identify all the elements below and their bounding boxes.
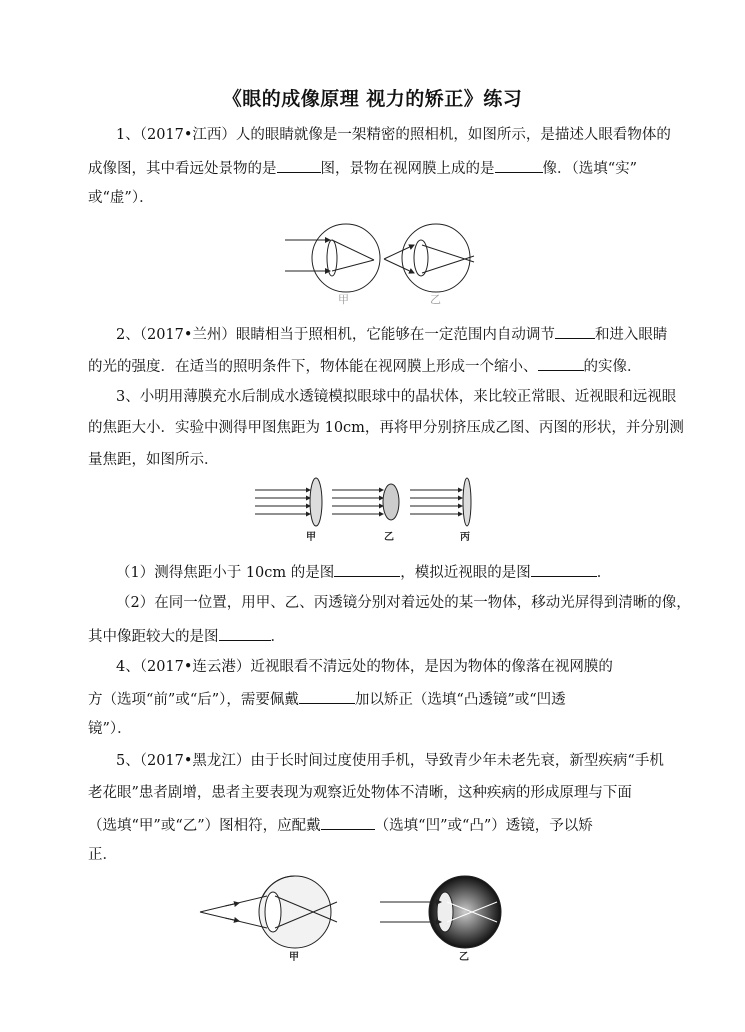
eye-diagram-1 (280, 215, 490, 310)
q3-sub2-line-2: 其中像距较大的是图 ． (88, 626, 658, 646)
q3-sub1: （1）测得焦距小于 10cm 的是图 ，模拟近视眼的是图 ． (116, 562, 686, 582)
answer-blank[interactable] (219, 626, 271, 641)
q1-line-3: 或“虚”）． (88, 190, 154, 206)
q1-line-1: 1、（2017•江西）人的眼睛就像是一架精密的照相机，如图所示，是描述人眼看物体的 (116, 127, 671, 143)
answer-blank[interactable] (299, 689, 355, 704)
eye-jia (285, 224, 380, 292)
fig-label-jia: 甲 (289, 952, 299, 963)
eye-diagram-2 (195, 870, 535, 965)
q5-line-4: 正． (88, 847, 117, 863)
q1-line-2: 成像图，其中看远处景物的是 图，景物在视网膜上成的是 像．（选填“实” (88, 158, 658, 178)
q5-line-1: 5、（2017•黑龙江）由于长时间过度使用手机，导致青少年未老先衰，新型疾病“手机 (116, 753, 664, 769)
q5-line-2: 老花眼”患者剧增，患者主要表现为观察近处物体不清晰，这种疾病的形成原理与下面 (88, 785, 632, 801)
q2-line-2: 的光的强度．在适当的照明条件下，物体能在视网膜上形成一个缩小、 的实像． (88, 356, 658, 376)
answer-blank[interactable] (321, 815, 375, 830)
answer-blank[interactable] (495, 158, 543, 173)
q3-line-2: 的焦距大小．实验中测得甲图焦距为 10cm，再将甲分别挤压成乙图、丙图的形状，并分别测 (88, 420, 684, 436)
fig-label-yi: 乙 (430, 293, 441, 306)
q4-line-3: 镜”）． (88, 721, 132, 737)
page-title: 《眼的成像原理 视力的矫正》练习 (222, 88, 523, 110)
q3-line-1: 3、小明用薄膜充水后制成水透镜模拟眼球中的晶状体，来比较正常眼、近视眼和远视眼 (116, 389, 677, 405)
eye-jia (200, 876, 337, 948)
q5-line-3: （选填“甲”或“乙”）图相符，应配戴 （选填“凹”或“凸”）透镜，予以矫 (88, 815, 658, 835)
answer-blank[interactable] (538, 356, 584, 371)
answer-blank[interactable] (277, 158, 321, 173)
fig-label-jia: 甲 (306, 532, 316, 543)
q3-sub2-line-1: （2）在同一位置，用甲、乙、丙透镜分别对着远处的某一物体，移动光屏得到清晰的像， (116, 595, 691, 611)
answer-blank[interactable] (531, 562, 597, 577)
fig-label-yi: 乙 (384, 532, 394, 543)
q2-line-1: 2、（2017•兰州）眼睛相当于照相机，它能够在一定范围内自动调节 和进入眼睛 (116, 324, 686, 344)
eye-yi (384, 224, 474, 292)
q4-line-2: 方（选项“前”或“后”），需要佩戴 加以矫正（选填“凸透镜”或“凹透 (88, 689, 658, 709)
lens-diagram (250, 474, 490, 544)
answer-blank[interactable] (555, 324, 595, 339)
fig-label-yi: 乙 (459, 952, 469, 963)
fig-label-jia: 甲 (338, 293, 349, 306)
fig-label-bing: 丙 (460, 532, 470, 543)
eye-yi (380, 876, 501, 948)
q4-line-1: 4、（2017•连云港）近视眼看不清远处的物体，是因为物体的像落在视网膜的 (116, 659, 613, 675)
answer-blank[interactable] (334, 562, 400, 577)
q3-line-3: 量焦距，如图所示． (88, 452, 219, 468)
